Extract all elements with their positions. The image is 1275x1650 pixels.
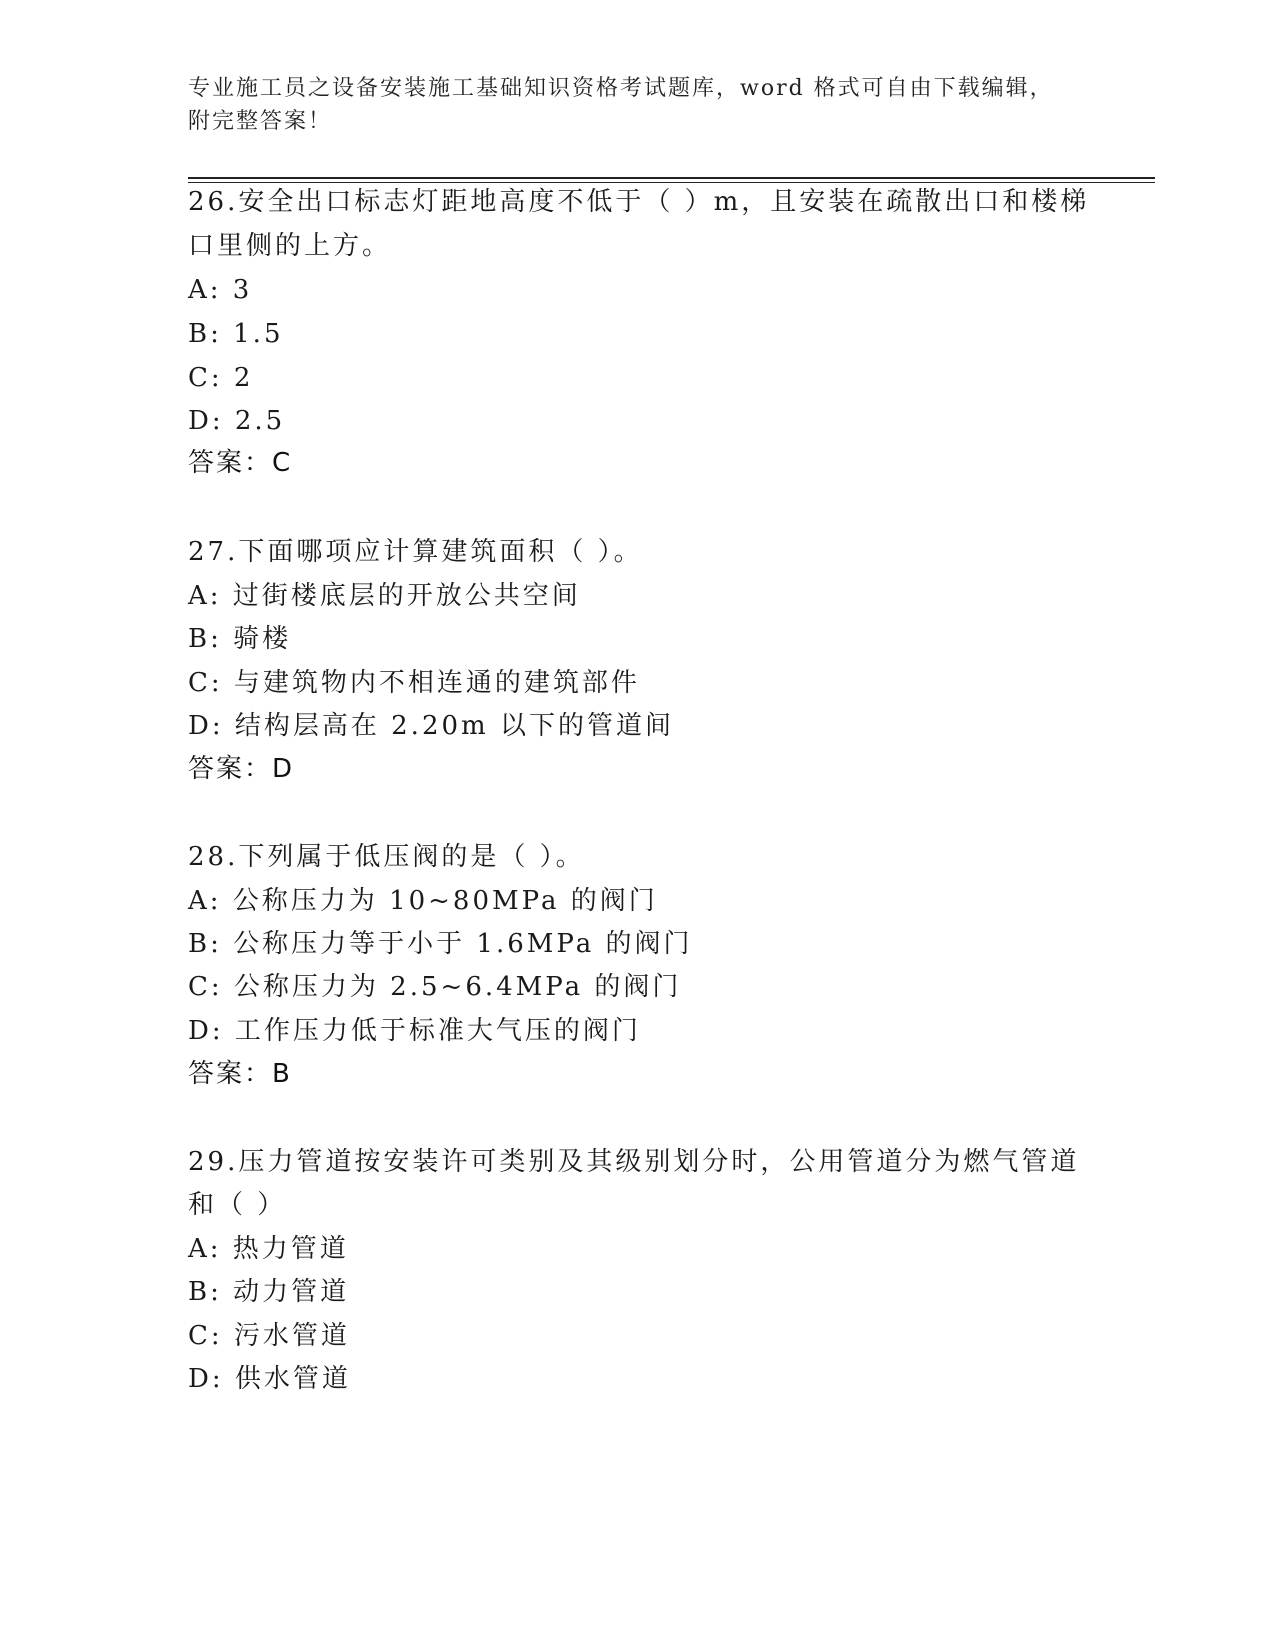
question-27-option-c: C: 与建筑物内不相连通的建筑部件	[188, 668, 640, 698]
question-27-option-b: B: 骑楼	[188, 624, 292, 654]
header-line-2: 附完整答案！	[188, 109, 333, 134]
question-26-option-b: B: 1.5	[188, 319, 284, 349]
question-29-option-a: A: 热力管道	[188, 1234, 349, 1264]
question-27-option-a: A: 过街楼底层的开放公共空间	[188, 581, 581, 611]
question-28-option-d: D: 工作压力低于标准大气压的阀门	[188, 1016, 641, 1046]
question-27-answer: 答案：D	[188, 754, 295, 784]
question-26-stem-line-2: 口里侧的上方。	[188, 231, 392, 261]
question-28-option-c: C: 公称压力为 2.5~6.4MPa 的阀门	[188, 972, 682, 1002]
question-28-answer: 答案：B	[188, 1059, 292, 1089]
question-28-stem: 28.下列属于低压阀的是（ ）。	[188, 842, 585, 872]
document-header	[188, 72, 1088, 138]
question-28-option-a: A: 公称压力为 10~80MPa 的阀门	[188, 886, 658, 916]
question-27-stem: 27.下面哪项应计算建筑面积（ ）。	[188, 537, 643, 567]
question-28-option-b: B: 公称压力等于小于 1.6MPa 的阀门	[188, 929, 693, 959]
question-27-option-d: D: 结构层高在 2.20m 以下的管道间	[188, 711, 674, 741]
question-26-option-c: C: 2	[188, 363, 254, 393]
header-divider-thin	[188, 182, 1155, 183]
question-26-stem-line-1: 26.安全出口标志灯距地高度不低于（ ）m，且安装在疏散出口和楼梯	[188, 187, 1090, 217]
header-divider-thick	[188, 177, 1155, 179]
question-29-option-d: D: 供水管道	[188, 1364, 351, 1394]
question-29-option-c: C: 污水管道	[188, 1321, 350, 1351]
question-26-option-a: A: 3	[188, 275, 253, 305]
question-29-stem-line-2: 和（ ）	[188, 1190, 287, 1220]
question-29-option-b: B: 动力管道	[188, 1277, 350, 1307]
question-29-stem-line-1: 29.压力管道按安装许可类别及其级别划分时，公用管道分为燃气管道	[188, 1147, 1080, 1177]
question-26-option-d: D: 2.5	[188, 406, 286, 436]
question-26-answer: 答案：C	[188, 448, 293, 478]
header-line-1: 专业施工员之设备安装施工基础知识资格考试题库，word 格式可自由下载编辑，	[188, 76, 1054, 101]
